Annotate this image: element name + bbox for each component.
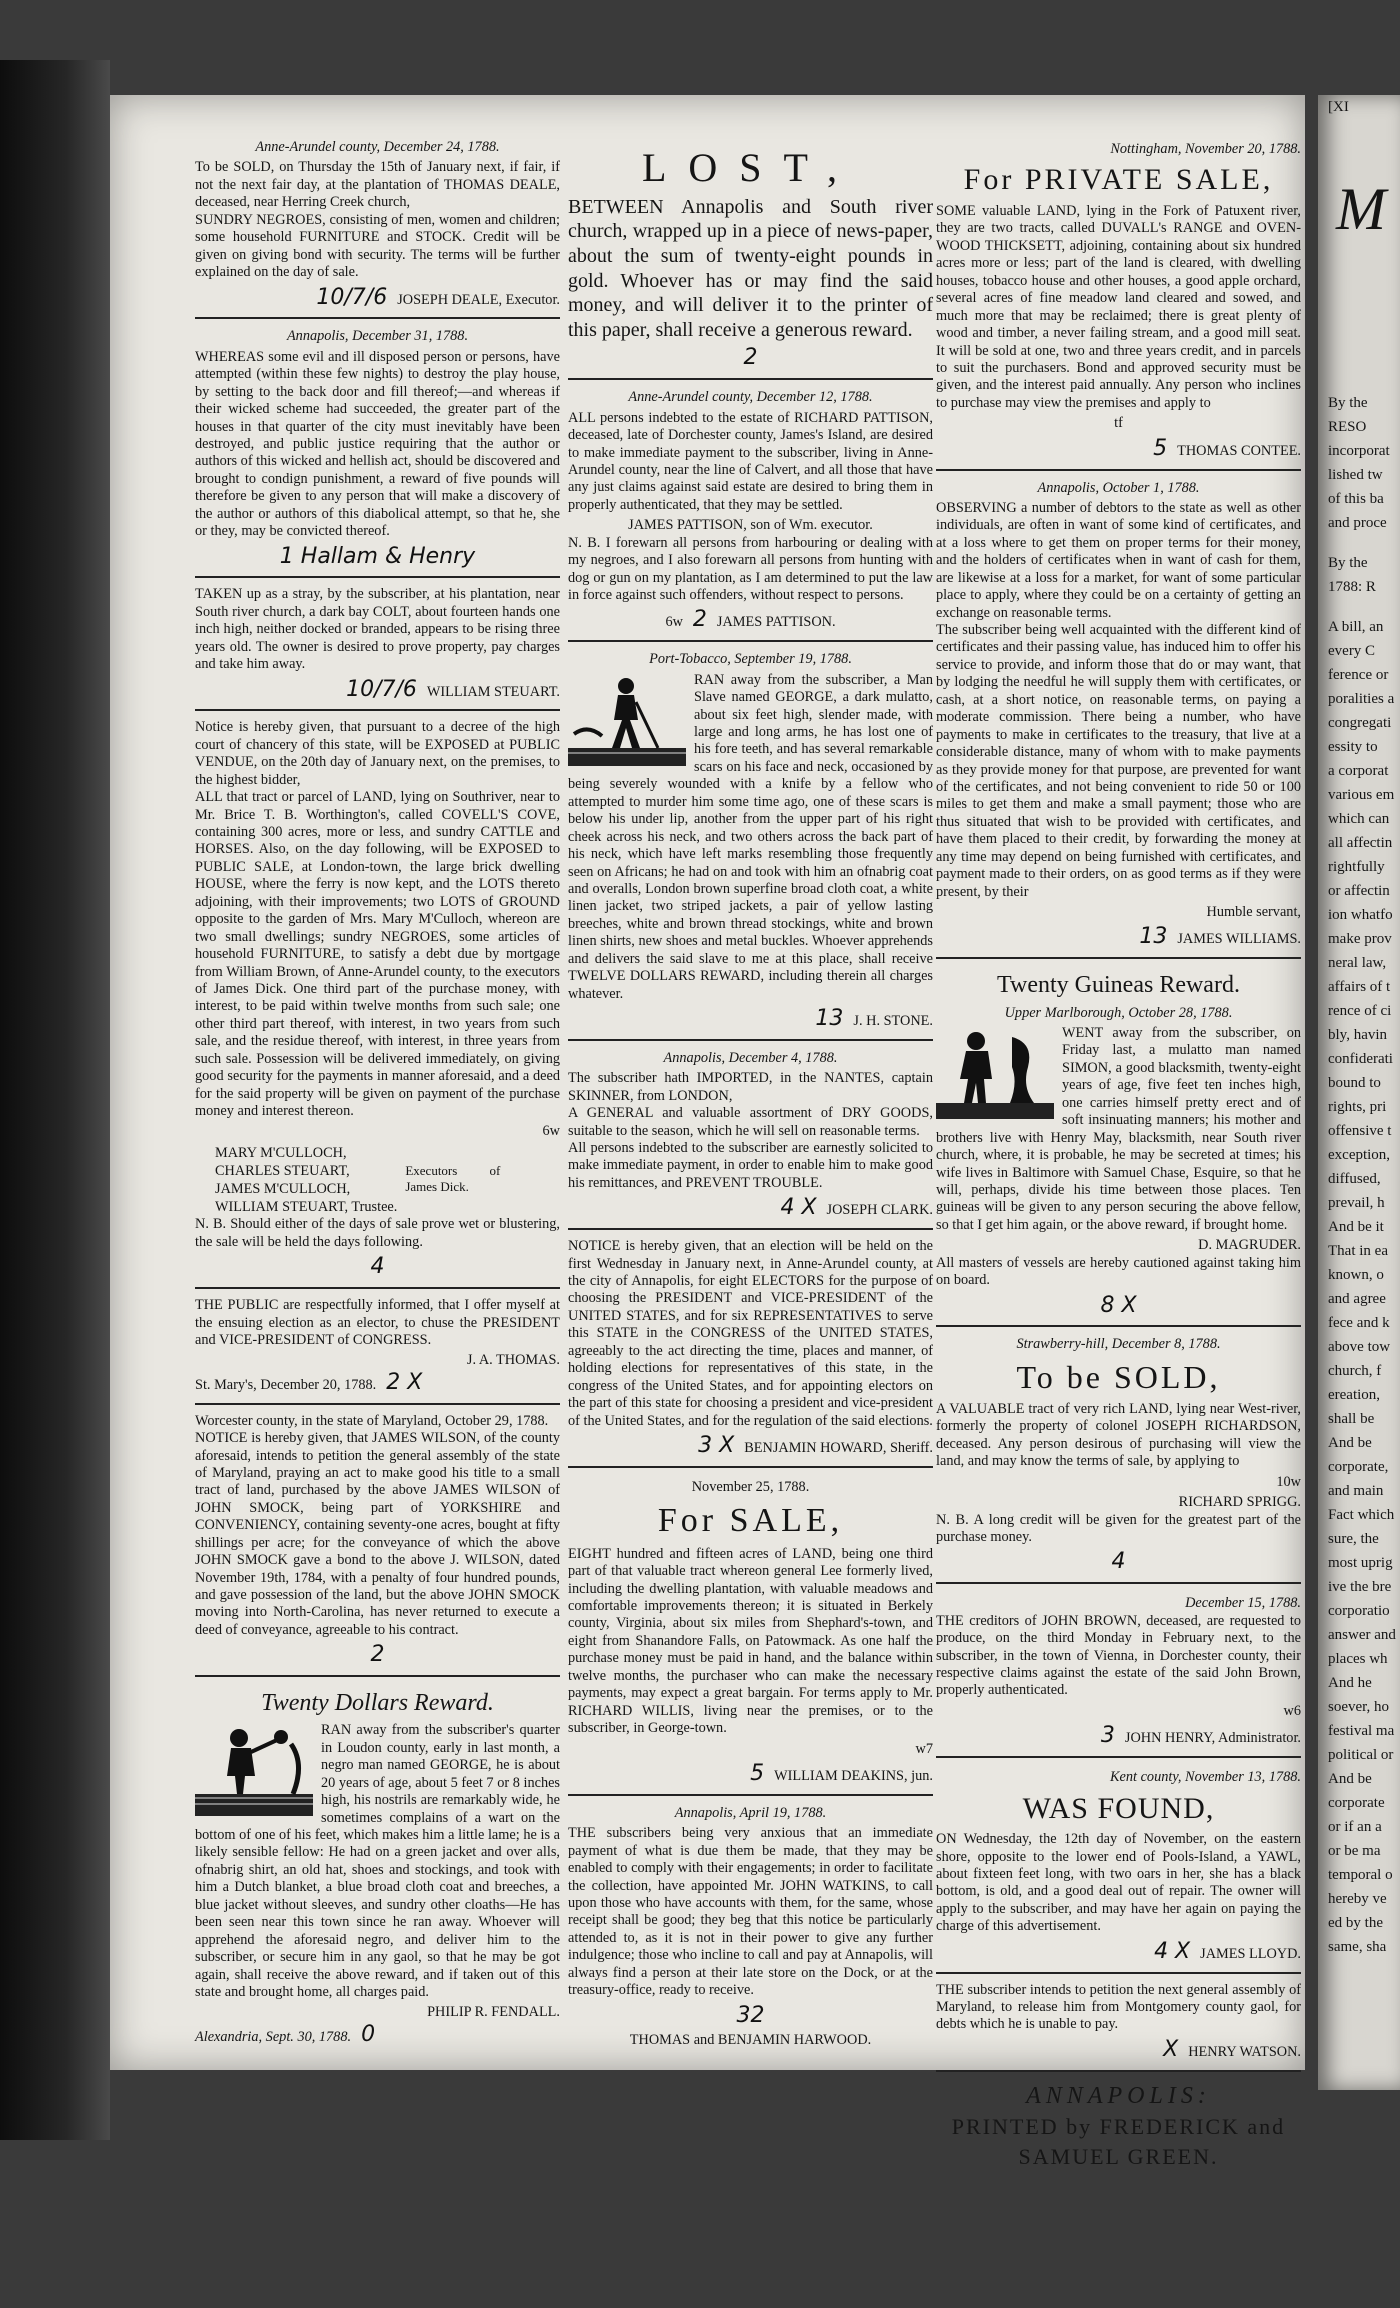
ad-body: NOTICE is hereby given, that JAMES WILSON, of the county aforesaid, intends to petition the general assembly of the state of Maryland, praying an act to make good his title to a small tract of land, purchased by the above JAMES WILSON of JOHN SMOCK, being part of YORKSHIRE and CONVENIENCY, containing seventy-one acres, bought at fifty shillings per acre; for the conveyance of which the above JOHN SMOCK gave a bond to the above J. WILSON, dated November 19th, 1784, with a penalty of four hundred pounds, and gave possession of the land, but the above JOHN SMOCK moving into North-Carolina, has never returned to execute a deed of conveyance, agreeable to his contract.: [195, 1430, 560, 1638]
runaway-woodcut-icon: [195, 1724, 313, 1816]
name-line: WILLIAM STEUART, Trustee.: [215, 1198, 398, 1215]
ad-stone-runaway: [568, 647, 933, 1041]
column-3: [936, 135, 1301, 2171]
ad-title: Twenty Dollars Reward.: [261, 1690, 494, 1717]
ad-body: SOME valuable LAND, lying in the Fork of Patuxent river, they are two tracts, called DUVALL's RANGE and OVEN-WOOD THICKSETT, adjoining, containing about six hundred acres more or less; part of the land is cleared, with dwelling houses, tobacco house and other houses, a good apple orchard, several acres of fine meadow land cleared and sowed, and much more that may be reclaimed; there is great plenty of wood and timber, a never failing stream, and a good mill seat. It will be sold at one, two and three years credit, and in parcels to suit the purchasers. Bond and approved security must be given, and the interest paid annually. Any person who inclines to purchase may view the premises and apply to: [936, 203, 1301, 411]
ad-watson-petition: [936, 1979, 1301, 2072]
ad-title: LOST,: [641, 145, 860, 190]
edge-fragment: corporatio: [1328, 1603, 1390, 1619]
edge-fragment: ference or: [1328, 667, 1389, 683]
edge-fragment: diffused,: [1328, 1171, 1381, 1187]
edge-fragment: sure, the: [1328, 1531, 1379, 1547]
ad-pattison-estate: [568, 385, 933, 642]
nota-bene: N. B. I forewarn all persons from harbouring or dealing with my negroes, and I also forewarn all persons from hunting with dog or gun on my plantation, as I am determined to put the law in force against such offenders, without respect to persons.: [568, 534, 933, 603]
dateline: Anne-Arundel county, December 12, 1788.: [628, 389, 873, 406]
ad-title: To be SOLD,: [1016, 1358, 1221, 1395]
signature: J. A. THOMAS.: [466, 1352, 560, 1369]
edge-fragment: And be: [1328, 1771, 1372, 1787]
edge-fragment: political or: [1328, 1747, 1394, 1763]
edge-fragment: of this ba: [1328, 491, 1384, 507]
ad-lead: The subscriber hath IMPORTED, in the NANTES, captain SKINNER, from LONDON,: [568, 1070, 933, 1104]
edge-fragment: known, o: [1328, 1267, 1384, 1283]
dateline: Port-Tobacco, September 19, 1788.: [649, 651, 852, 668]
handwritten-mark: 2 X: [386, 1369, 423, 1395]
ad-contee-land: [936, 135, 1301, 471]
signature: JAMES PATTISON, son of Wm. executor.: [628, 517, 873, 534]
edge-fragment: And be: [1328, 1435, 1372, 1451]
edge-fragment: poralities a: [1328, 691, 1395, 707]
signature: JAMES LLOYD.: [1200, 1945, 1301, 1962]
ad-lead: To be SOLD, on Thursday the 15th of January next, if fair, if not the next fair day, at the plantation of THOMAS DEALE, deceased, near Herring Creek church,: [195, 159, 560, 211]
ad-fendall-reward: [195, 1682, 560, 2055]
ad-lloyd-found: [936, 1763, 1301, 1973]
dateline: Annapolis, December 31, 1788.: [286, 328, 469, 345]
ad-stray-colt: [195, 583, 560, 711]
handwritten-mark: 4: [1111, 1549, 1126, 1575]
ad-title: For PRIVATE SALE,: [963, 163, 1274, 197]
edge-fragment: By the: [1328, 395, 1368, 411]
ad-sprigg-land: [936, 1332, 1301, 1584]
edge-fragment: M: [1336, 176, 1386, 242]
edge-fragment: 1788: R: [1328, 579, 1376, 595]
ad-body: ON Wednesday, the 12th day of November, on the eastern shore, opposite to the lower end of Pools-Island, a YAWL, about fixteen feet long, with two oars in her, she has a black bottom, is old, and a good deal out of repair. The owner will apply to the subscriber, and may have her again on paying the charge of this advertisement.: [936, 1831, 1301, 1935]
edge-fragment: ed by the: [1328, 1915, 1383, 1931]
handwritten-mark: 4 X: [1154, 1938, 1191, 1964]
handwritten-mark: 5: [750, 1760, 765, 1786]
edge-fragment: above tow: [1328, 1339, 1391, 1355]
edge-fragment: lished tw: [1328, 467, 1383, 483]
edge-fragment: festival ma: [1328, 1723, 1395, 1739]
ad-body: BETWEEN Annapolis and South river church, wrapped up in a piece of news-paper, about the sum of twenty-eight pounds in gold. Whoever has or may find the said money, and will deliver it to the printer of this paper, shall receive a generous reward.: [568, 195, 933, 341]
ad-body: A GENERAL and valuable assortment of DRY GOODS, suitable to the season, which he will sell on reasonable terms.: [568, 1105, 933, 1139]
ad-code: 6w: [542, 1123, 560, 1140]
ad-harwood-collection: [568, 1801, 933, 2056]
edge-fragment: every C: [1328, 643, 1376, 659]
edge-fragment: and proce: [1328, 515, 1387, 531]
edge-fragment: prevail, h: [1328, 1195, 1385, 1211]
signature: RICHARD SPRIGG.: [1178, 1494, 1301, 1511]
edge-fragment: or if an a: [1328, 1819, 1382, 1835]
edge-fragment: rence of ci: [1328, 1003, 1392, 1019]
ad-body: THE PUBLIC are respectfully informed, that I offer myself at the ensuing election as an elector, to chuse the PRESIDENT and VICE-PRESIDENT of CONGRESS.: [195, 1297, 560, 1348]
edge-fragment: all affectin: [1328, 835, 1393, 851]
nota-bene: All masters of vessels are hereby cautioned against taking him on board.: [936, 1254, 1301, 1289]
ad-public-vendue: [195, 716, 560, 1289]
name-line: MARY M'CULLOCH,: [215, 1144, 347, 1161]
handwritten-mark: 2: [743, 345, 758, 371]
signature: PHILIP R. FENDALL.: [427, 2004, 560, 2021]
dateline: Upper Marlborough, October 28, 1788.: [1004, 1004, 1233, 1021]
ad-body: THE subscribers being very anxious that an immediate payment of what is due them be made, that they may be enabled to comply with their engagements; in order to facilitate the collection, have appointed Mr. JOHN WATKINS, to call upon those who have accounts with them, for the same, whose receipt shall be good; they beg that this notice be particularly attended to, as it is not in their power to give any further indulgence; those who incline to call and pay at Annapolis, will always find a person at their late store on the Dock, or at the treasury-office, ready to receive.: [568, 1825, 933, 1999]
ad-body: ALL persons indebted to the estate of RICHARD PATTISON, deceased, late of Dorchester county, James's Island, are desired to make immediate payment to the subscriber, living in Anne-Arundel county, near the line of Calvert, and all those that have any just claims against said estate are desired to bring them in properly authenticated, that they may be settled.: [568, 409, 933, 513]
book-binding: [0, 60, 110, 2140]
handwritten-mark: X: [1163, 2036, 1179, 2062]
ad-body: All persons indebted to the subscriber are earnestly solicited to make immediate payment, in order to enable him to make good his remittances, and PREVENT TROUBLE.: [568, 1140, 933, 1191]
edge-fragment: congregati: [1328, 715, 1392, 731]
ad-body: WHEREAS some evil and ill disposed person or persons, have attempted (within these few nights) to destroy the play house, by setting to the back door and fill thereof;—and whereas if their wicked scheme had succeeded, the greater part of the houses in that quarter of the city must inevitably have been destroyed, and public justice requiring that the author or authors of this wicked and hellish act, should be discovered and brought to condign punishment, a reward of five pounds will therefore be given to any person that will make a discovery of the author or authors of this diabolical attempt, so that he, she or they, may be convicted thereof.: [195, 348, 560, 540]
edge-fragment: essity to: [1328, 739, 1378, 755]
ad-thomas-elector: [195, 1294, 560, 1405]
ad-body: RAN away from the subscriber's quarter in Loudon county, early in last month, a negro man named GEORGE, he is about 20 years of age, about 5 feet 7 or 8 inches high, his nostrils are remarkably wide, he sometimes complains of a wart on the bottom of one of his feet, which makes him a little lame; he is a likely sensible fellow: He had on a green jacket and over alls, ofnabrig shirt, an old hat, shoes and stockings, and took with him a Dutch blanket, a blue broad cloth coat and breeches, a blue jacket without sleeves, and sundry other cloaths—He has been seen near this town since he ran away. Whoever will apprehend the aforesaid negro, and deliver him to the subscriber, or secure him in any gaol, so that he may be got again, shall receive the above reward, and if taken out of this state and brought home, all charges paid.: [195, 1722, 560, 2000]
ad-magruder-reward: [936, 964, 1301, 1327]
dateline: Worcester county, in the state of Maryland, October 29, 1788.: [195, 1412, 549, 1429]
signature: JAMES WILLIAMS.: [1177, 931, 1301, 948]
ad-lost-gold: [568, 135, 933, 380]
edge-fragment: and main: [1328, 1483, 1384, 1499]
edge-fragment: church, f: [1328, 1363, 1382, 1379]
edge-fragment: make prov: [1328, 931, 1392, 947]
signature: D. MAGRUDER.: [1198, 1237, 1301, 1254]
edge-fragment: affairs of t: [1328, 979, 1391, 995]
signature: WILLIAM DEAKINS, jun.: [774, 1767, 933, 1784]
edge-fragment: various em: [1328, 787, 1395, 803]
ad-body: RAN away from the subscriber, a Man Slave named GEORGE, a dark mulatto, about six feet high, slender made, with large and long arms, he has lost one of his fore teeth, and has several remarkable scars on his face and neck, occasioned by being severely wounded with a knife by a fellow who attempted to murder him some time ago, one of these scars is below his under lip, another from the upper part of his right cheek across his neck, and two others across the back part of his neck, which have left marks resembling those frequently seen on Africans; he had on and took with him an ofnabrig coat and overalls, London brown superfine broad cloth coat, a white linen jacket, two striped jackets, a pair of yellow lasting breeches, white and brown thread stockings, white and brown linen shirts, new shoes and metal buckles. Whoever apprehends and delivers the said slave to me at this place, shall receive TWELVE DOLLARS REWARD, including therein all charges whatever.: [568, 671, 933, 1002]
executors-note: Executors of James Dick.: [405, 1162, 501, 1194]
edge-fragment: corporate,: [1328, 1459, 1389, 1475]
ad-wilson-petition: [195, 1410, 560, 1678]
edge-fragment: That in ea: [1328, 1243, 1388, 1259]
edge-fragment: neral law,: [1328, 955, 1387, 971]
ad-body: The subscriber being well acquainted with the different kind of certificates and their passing value, has induced him to offer his service to provide, and inform those that do or may want, that by lodging the needful he will supply them with certificates, or cash, at a short notice, on reasonable terms, on paying a moderate commission. There being a number, who have payments to make in certificates to the treasury, that live at a considerable distance, many of whom with to make payments as they provide money for that purpose, are prevented for want of the certificates, and not being convenient to ride 50 or 100 miles to get them and make a small payment; those who are thus situated that wish to be provided with certificates, and have them placed to their credit, by forwarding the money at any time may depend on being furnished with certificates, and payment made to their orders, on as good terms as if they were present, by their: [936, 622, 1301, 900]
edge-fragment: [XI: [1328, 99, 1349, 115]
runaway-woodcut-icon: [568, 674, 686, 766]
dateline: Annapolis, April 19, 1788.: [674, 1804, 827, 1821]
handwritten-mark: 8 X: [1100, 1292, 1137, 1318]
ad-playhouse-reward: [195, 324, 560, 578]
ad-body: OBSERVING a number of debtors to the state as well as other individuals, are often in want of some kind of certificates, and at a loss where to get them on proper terms for their money, and the holders of certificates when in want of cash for them, are likewise at a loss for a market, for want of some particular place to apply, where they could be on a certainty of getting an exchange on reasonable terms.: [936, 499, 1301, 621]
closing: Humble servant,: [1206, 904, 1301, 921]
name-line: CHARLES STEUART,: [215, 1162, 350, 1179]
edge-fragment: rightfully: [1328, 859, 1385, 875]
ad-code: 6w: [665, 614, 683, 631]
edge-fragment: shall be: [1328, 1411, 1375, 1427]
edge-fragment: offensive t: [1328, 1123, 1392, 1139]
ad-williams-certificates: [936, 476, 1301, 960]
edge-fragment: same, sha: [1328, 1939, 1387, 1955]
ad-clark-goods: [568, 1046, 933, 1230]
edge-fragment: confiderati: [1328, 1051, 1393, 1067]
signature: JOHN HENRY, Administrator.: [1124, 1730, 1301, 1747]
signature: THOMAS and BENJAMIN HARWOOD.: [629, 2032, 872, 2049]
handwritten-mark: 5: [1153, 435, 1168, 461]
name-list: [215, 1145, 397, 1216]
handwritten-mark: 13: [815, 1006, 844, 1032]
edge-fragment: answer and: [1328, 1627, 1396, 1643]
edge-fragment: or be ma: [1328, 1843, 1381, 1859]
dateline: Nottingham, November 20, 1788.: [1110, 141, 1301, 157]
edge-fragment: By the: [1328, 555, 1368, 571]
handwritten-mark: 0: [361, 2021, 376, 2047]
edge-fragment: And be it: [1328, 1219, 1384, 1235]
edge-fragment: ion whatfo: [1328, 907, 1393, 923]
handwritten-mark: 10/7/6: [346, 676, 417, 702]
edge-fragment: RESO: [1328, 419, 1367, 435]
edge-fragment: rights, pri: [1328, 1099, 1387, 1115]
dateline: Alexandria, Sept. 30, 1788. 0: [195, 2021, 376, 2047]
ad-body: EIGHT hundred and fifteen acres of LAND, being one third part of that valuable tract whereon general Lee formerly lived, including the dwelling plantation, with valuable meadows and comfortable improvements thereon; it is situated in Berkely county, Virginia, about six miles from Shephard's-town, and eight from Shanandore Falls, on Patowmack. As one half the purchase money must be paid in hand, and the balance within twelve months, the purchaser who can make the necessary payments, may expect a great bargain. For terms apply to Mr. RICHARD WILLIS, living near the premises, or to the subscriber, in George-town.: [568, 1545, 933, 1737]
signature: JOSEPH CLARK.: [826, 1202, 933, 1219]
ad-deale-negroes: [195, 135, 560, 319]
ad-code: 10w: [1276, 1473, 1301, 1490]
dateline: St. Mary's, December 20, 1788. 2 X: [195, 1369, 423, 1395]
edge-fragment: ive the bre: [1328, 1579, 1392, 1595]
edge-fragment: incorporat: [1328, 443, 1390, 459]
edge-fragment: And he: [1328, 1675, 1372, 1691]
edge-fragment: places wh: [1328, 1651, 1388, 1667]
ad-title: WAS FOUND,: [1022, 1791, 1215, 1825]
ad-body: THE subscriber intends to petition the next general assembly of Maryland, to release him from Montgomery county gaol, for debts which he is unable to pay.: [936, 1981, 1301, 2033]
edge-fragment: fece and k: [1328, 1315, 1390, 1331]
edge-fragment: or affectin: [1328, 883, 1390, 899]
dateline: November 25, 1788.: [691, 1478, 810, 1495]
handwritten-mark: 3 X: [698, 1432, 735, 1458]
ad-code: w7: [915, 1740, 933, 1757]
printer-imprint: [936, 2080, 1301, 2172]
imprint-line: SAMUEL GREEN.: [1018, 2143, 1219, 2169]
ad-code: tf: [1114, 415, 1123, 432]
signature: THOMAS CONTEE.: [1177, 442, 1301, 459]
edge-fragment: A bill, an: [1328, 619, 1384, 635]
handwritten-mark: 4: [370, 1254, 385, 1280]
signature-block: [195, 1141, 560, 1216]
column-2: [568, 135, 933, 2061]
runaway-woodcut-icon: [936, 1027, 1054, 1119]
column-1: [195, 135, 560, 2060]
ad-henry-creditors: [936, 1589, 1301, 1758]
ad-title: Twenty Guineas Reward.: [997, 972, 1240, 999]
nota-bene: N. B. Should either of the days of sale prove wet or blustering, the sale will be held the days following.: [195, 1216, 560, 1250]
signature: J. H. STONE.: [853, 1013, 933, 1030]
handwritten-mark: 4 X: [780, 1195, 817, 1221]
edge-fragment: exception,: [1328, 1147, 1391, 1163]
dateline: Anne-Arundel county, December 24, 1788.: [255, 139, 500, 155]
nota-bene: N. B. A long credit will be given for the greatest part of the purchase money.: [936, 1511, 1301, 1545]
imprint-line: PRINTED by FREDERICK and: [951, 2114, 1286, 2140]
imprint-city: ANNAPOLIS:: [1026, 2082, 1211, 2109]
edge-fragment: bly, havin: [1328, 1027, 1388, 1043]
ad-body: A VALUABLE tract of very rich LAND, lying near West-river, formerly the property of colonel JOSEPH RICHARDSON, deceased. Any person desirous of purchasing will view the land, and may know the terms of sale, by applying to: [936, 1400, 1301, 1470]
handwritten-mark: 32: [736, 2002, 765, 2028]
handwritten-mark: 3: [1100, 1723, 1115, 1749]
ad-body: NOTICE is hereby given, that an election will be held on the first Wednesday in January next, in Anne-Arundel county, at the city of Annapolis, for eight ELECTORS for the purpose of choosing the PRESIDENT and VICE-PRESIDENT of the UNITED STATES, and for six REPRESENTATIVES to serve this STATE in the CONGRESS of the UNITED STATES, agreeably to the act directing the time, places and manner, of holding elections for representatives of this state, in the congress of the United States, and for appointing electors on the part of this state for choosing a president and vice-president of the United States, and for the regulation of the said elections.: [568, 1238, 933, 1429]
dateline: Annapolis, December 4, 1788.: [663, 1049, 838, 1066]
ad-body: TAKEN up as a stray, by the subscriber, at his plantation, near South river church, a dark bay COLT, about fourteen hands one inch high, neither docked or branded, appears to be rising three years old. The owner is desired to prove property, pay charges and take him away.: [195, 586, 560, 673]
handwritten-mark: 2: [370, 1642, 385, 1668]
handwritten-mark: 2: [692, 607, 707, 633]
dateline: Kent county, November 13, 1788.: [1110, 1769, 1301, 1786]
edge-fragment: temporal o: [1328, 1867, 1393, 1883]
handwritten-mark: 1 Hallam & Henry: [279, 543, 476, 569]
signature: HENRY WATSON.: [1188, 2043, 1301, 2060]
ad-body: WENT away from the subscriber, on Friday last, a mulatto man named SIMON, a good blacksmith, twenty-eight years of age, five feet ten inches high, one carries himself pretty erect and of soft insinuating manners; his mother and brothers live with Henry May, blacksmith, near South river church, where, it is probable, he may be secreted at times; his wife lives in Baltimore with Samuel Chase, Esquire, so that he will, perhaps, divide his time between those places. Ten guineas will be given to any person securing the above fellow, so that I get him again, or the above reward, if brought home.: [936, 1025, 1301, 1233]
edge-fragment: soever, ho: [1328, 1699, 1390, 1715]
newspaper-page: [110, 95, 1305, 2169]
ad-body: SUNDRY NEGROES, consisting of men, women and children; some household FURNITURE and STOCK. Credit will be given on giving bond with security. The terms will be further explained on the day of sale.: [195, 211, 560, 281]
dateline: Strawberry-hill, December 8, 1788.: [1016, 1336, 1221, 1353]
edge-fragment: a corporat: [1328, 763, 1389, 779]
edge-fragment: which can: [1328, 811, 1390, 827]
edge-fragment: bound to: [1328, 1075, 1381, 1091]
edge-fragment: hereby ve: [1328, 1891, 1387, 1907]
handwritten-mark: 10/7/6: [316, 284, 388, 310]
next-page-edge: [1318, 95, 1400, 2090]
edge-fragment: corporate: [1328, 1795, 1385, 1811]
ad-body: ALL that tract or parcel of LAND, lying on Southriver, near to Mr. Brice T. B. Worthington's, called COVELL'S COVE, containing 300 acres, more or less, and sundry CATTLE and HORSES. Also, on the day following, will be EXPOSED to PUBLIC SALE, at London-town, the large brick dwelling HOUSE, where the ferry is now kept, and the LOTS thereto adjoining, with their improvements; two LOTS of GROUND opposite to the garden of Mrs. Mary M'Culloch, whereon are two small dwellings; sundry NEGROES, some articles of household FURNITURE, to satisfy a debt due by mortgage from William Brown, of Anne-Arundel county, to the executors of James Dick. One third part of the purchase money, with interest, to be paid within twelve months from such sale; one other third part thereof, with interest, in two years from such sale, and the residue thereof, with interest, in three years from such sale. Possession will be delivered immediately, on giving good security for the payments in manner aforesaid, and a deed for the said property will be given on payment of the purchase money and interest thereon.: [195, 789, 560, 1120]
edge-fragment: Fact which: [1328, 1507, 1395, 1523]
signature: WILLIAM STEUART.: [426, 683, 560, 700]
signature: BENJAMIN HOWARD, Sheriff.: [744, 1439, 933, 1456]
edge-fragment: ereation,: [1328, 1387, 1381, 1403]
edge-fragment: and agree: [1328, 1291, 1386, 1307]
ad-lead: Notice is hereby given, that pursuant to a decree of the high court of chancery of this state, will be EXPOSED at PUBLIC VENDUE, on the 20th day of January next, on the premises, to the highest bidder,: [195, 719, 560, 788]
dateline: Annapolis, October 1, 1788.: [1037, 479, 1200, 496]
name-line: JAMES M'CULLOCH,: [215, 1180, 351, 1197]
signature: JOSEPH DEALE, Executor.: [397, 291, 560, 308]
signature: JAMES PATTISON.: [716, 614, 836, 631]
edge-fragment: most uprig: [1328, 1555, 1393, 1571]
ad-election-notice: [568, 1235, 933, 1468]
dateline: December 15, 1788.: [1185, 1595, 1301, 1612]
ad-deakins-sale: [568, 1473, 933, 1796]
ad-code: w6: [1283, 1702, 1301, 1719]
ad-body: THE creditors of JOHN BROWN, deceased, are requested to produce, on the third Monday in February next, to the subscriber, in the town of Vienna, in Dorchester county, their respective claims against the estate of the said John Brown, properly authenticated.: [936, 1612, 1301, 1699]
handwritten-mark: 13: [1139, 924, 1168, 950]
ad-title: For SALE,: [657, 1502, 844, 1540]
